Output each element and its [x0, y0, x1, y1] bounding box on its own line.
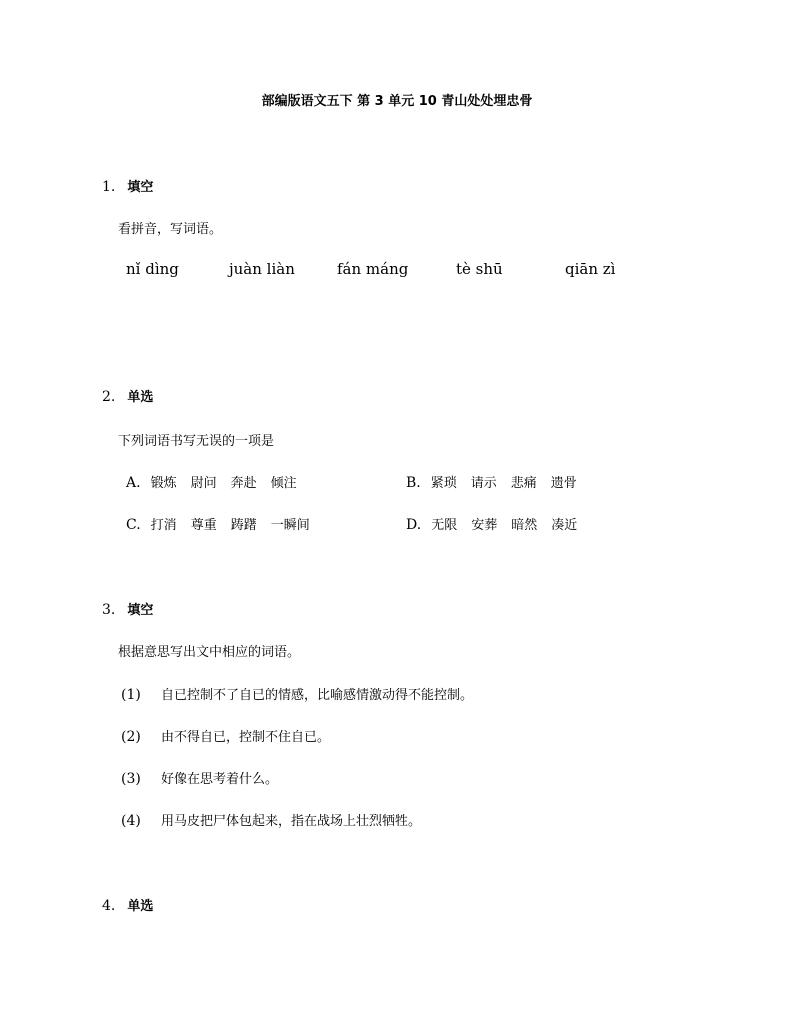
question-number: 3. — [102, 602, 116, 618]
option-word: 悲痛 — [510, 476, 537, 491]
option-letter: A. — [126, 475, 141, 491]
question-4-header — [102, 895, 153, 914]
option-letter: D. — [406, 517, 422, 533]
option-word: 一瞬间 — [270, 518, 310, 533]
option-word: 奔赴 — [230, 476, 257, 491]
option-letter: B. — [406, 475, 421, 491]
question-number: 4. — [102, 898, 116, 914]
option-word: 凑近 — [551, 518, 578, 533]
question-type: 单选 — [127, 390, 154, 405]
option-letter: C. — [126, 517, 141, 533]
pinyin-item: tè shū — [456, 260, 503, 278]
sub-item-number: (4) — [121, 813, 141, 829]
question-number: 1. — [102, 179, 116, 195]
pinyin-item: nǐ dìng — [126, 260, 179, 278]
sub-item-number: (2) — [121, 729, 141, 745]
option-word: 打消 — [150, 518, 177, 533]
sub-item-text: 用马皮把尸体包起来，指在战场上壮烈牺牲。 — [161, 814, 422, 829]
sub-item — [121, 768, 278, 787]
option-word: 倾注 — [270, 476, 297, 491]
option-word: 请示 — [470, 476, 497, 491]
option-word: 踌躇 — [230, 518, 257, 533]
option-a[interactable] — [126, 472, 311, 491]
sub-item — [121, 726, 330, 745]
option-b[interactable] — [406, 472, 591, 491]
option-word: 无限 — [431, 518, 458, 533]
question-1-instruction: 看拼音，写词语。 — [118, 222, 223, 237]
option-word: 遗骨 — [550, 476, 577, 491]
sub-item-text: 好像在思考着什么。 — [161, 772, 279, 787]
question-3-instruction: 根据意思写出文中相应的词语。 — [118, 645, 301, 660]
pinyin-item: fán máng — [337, 260, 409, 278]
option-word: 尉问 — [190, 476, 217, 491]
question-type: 填空 — [127, 180, 154, 195]
option-word: 紧琐 — [430, 476, 457, 491]
sub-item — [121, 810, 421, 829]
option-word: 锻炼 — [150, 476, 177, 491]
pinyin-item: juàn liàn — [229, 260, 295, 278]
question-type: 单选 — [127, 899, 154, 914]
question-3-header — [102, 599, 153, 618]
option-d[interactable] — [406, 514, 591, 533]
question-2-header — [102, 386, 153, 405]
page-title: 部编版语文五下 第 3 单元 10 青山处处埋忠骨 — [261, 94, 533, 109]
sub-item — [121, 684, 473, 703]
option-c[interactable] — [126, 514, 324, 533]
question-1-header — [102, 176, 153, 195]
sub-item-number: (1) — [121, 687, 141, 703]
question-2-instruction: 下列词语书写无误的一项是 — [118, 434, 275, 449]
pinyin-item: qiān zì — [565, 260, 616, 278]
option-word: 安葬 — [471, 518, 498, 533]
sub-item-text: 自已控制不了自已的情感，比喻感情激动得不能控制。 — [161, 688, 474, 703]
option-word: 尊重 — [190, 518, 217, 533]
sub-item-number: (3) — [121, 771, 141, 787]
sub-item-text: 由不得自已，控制不住自已。 — [161, 730, 331, 745]
option-word: 暗然 — [511, 518, 538, 533]
question-type: 填空 — [127, 603, 154, 618]
question-number: 2. — [102, 389, 116, 405]
